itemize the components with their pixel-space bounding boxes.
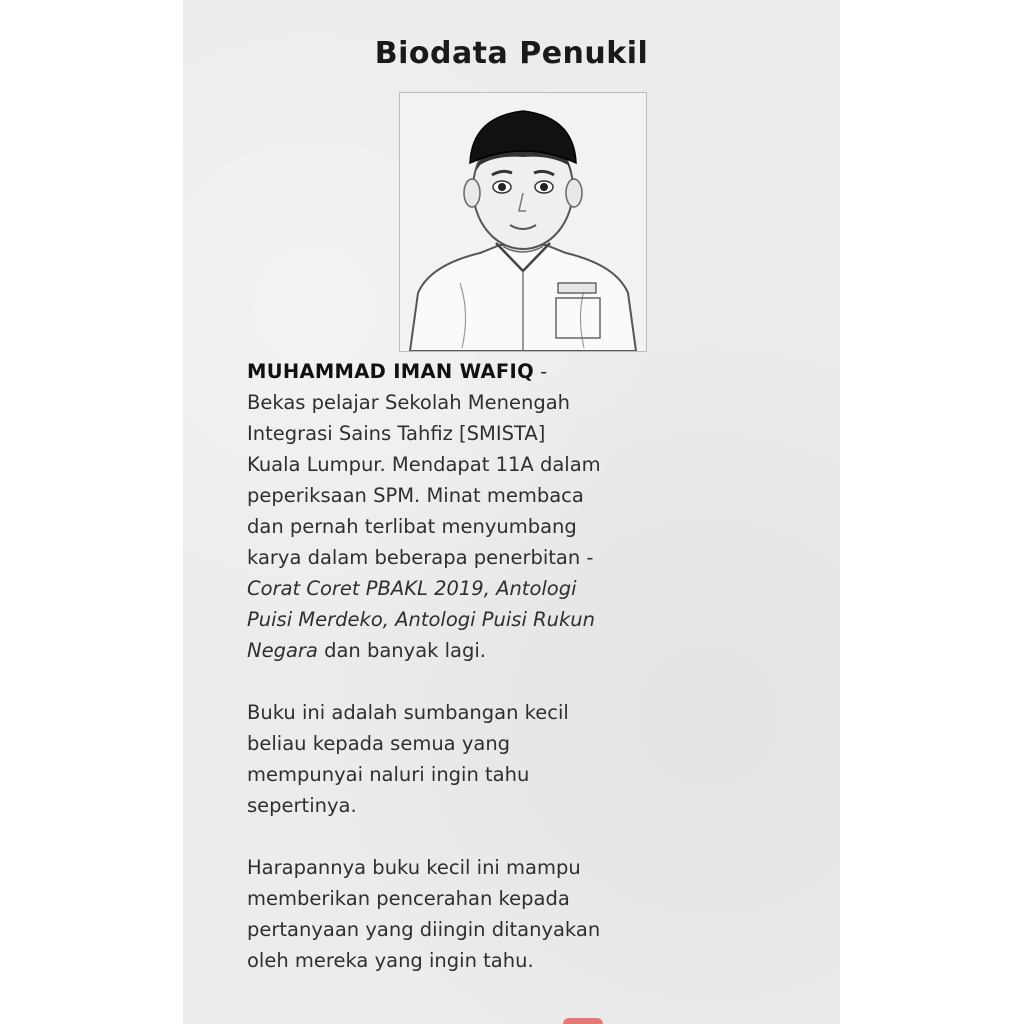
publication-line-end — [247, 635, 807, 666]
bio-paragraph-3 — [247, 852, 807, 976]
bio-line: Kuala Lumpur. Mendapat 11A dalam — [247, 453, 601, 476]
bio-line: karya dalam beberapa penerbitan - — [247, 546, 594, 569]
publication-line: Corat Coret PBAKL 2019, Antologi — [247, 577, 577, 600]
bio-line: beliau kepada semua yang — [247, 732, 511, 755]
bio-line: pertanyaan yang diingin ditanyakan — [247, 918, 601, 941]
bio-line: Buku ini adalah sumbangan kecil — [247, 701, 569, 724]
bio-line: peperiksaan SPM. Minat membaca — [247, 484, 584, 507]
bio-paragraph-1 — [247, 356, 807, 666]
book-page — [183, 0, 840, 1024]
author-illustration-icon — [400, 93, 646, 351]
bio-line: Integrasi Sains Tahfiz [SMISTA] — [247, 422, 546, 445]
bio-line: memberikan pencerahan kepada — [247, 887, 570, 910]
page-title: Biodata Penukil — [374, 36, 649, 71]
bio-paragraph-2 — [247, 697, 807, 821]
bio-line: mempunyai naluri ingin tahu — [247, 763, 530, 786]
publication-title: Negara — [247, 639, 318, 662]
bio-line: dan pernah terlibat menyumbang — [247, 515, 577, 538]
page-edge-mark — [563, 1018, 603, 1024]
bio-line: Harapannya buku kecil ini mampu — [247, 856, 581, 879]
bio-line: sepertinya. — [247, 794, 357, 817]
publication-line: Puisi Merdeko, Antologi Puisi Rukun — [247, 608, 595, 631]
bio-name-line — [247, 356, 807, 387]
author-portrait — [399, 92, 647, 352]
publication-line-rest: dan banyak lagi. — [317, 639, 487, 662]
bio-line: Bekas pelajar Sekolah Menengah — [247, 391, 571, 414]
bio-line: oleh mereka yang ingin tahu. — [247, 949, 534, 972]
author-name: MUHAMMAD IMAN WAFIQ — [247, 360, 534, 383]
author-bio — [247, 356, 807, 976]
author-name-suffix: - — [533, 360, 548, 383]
